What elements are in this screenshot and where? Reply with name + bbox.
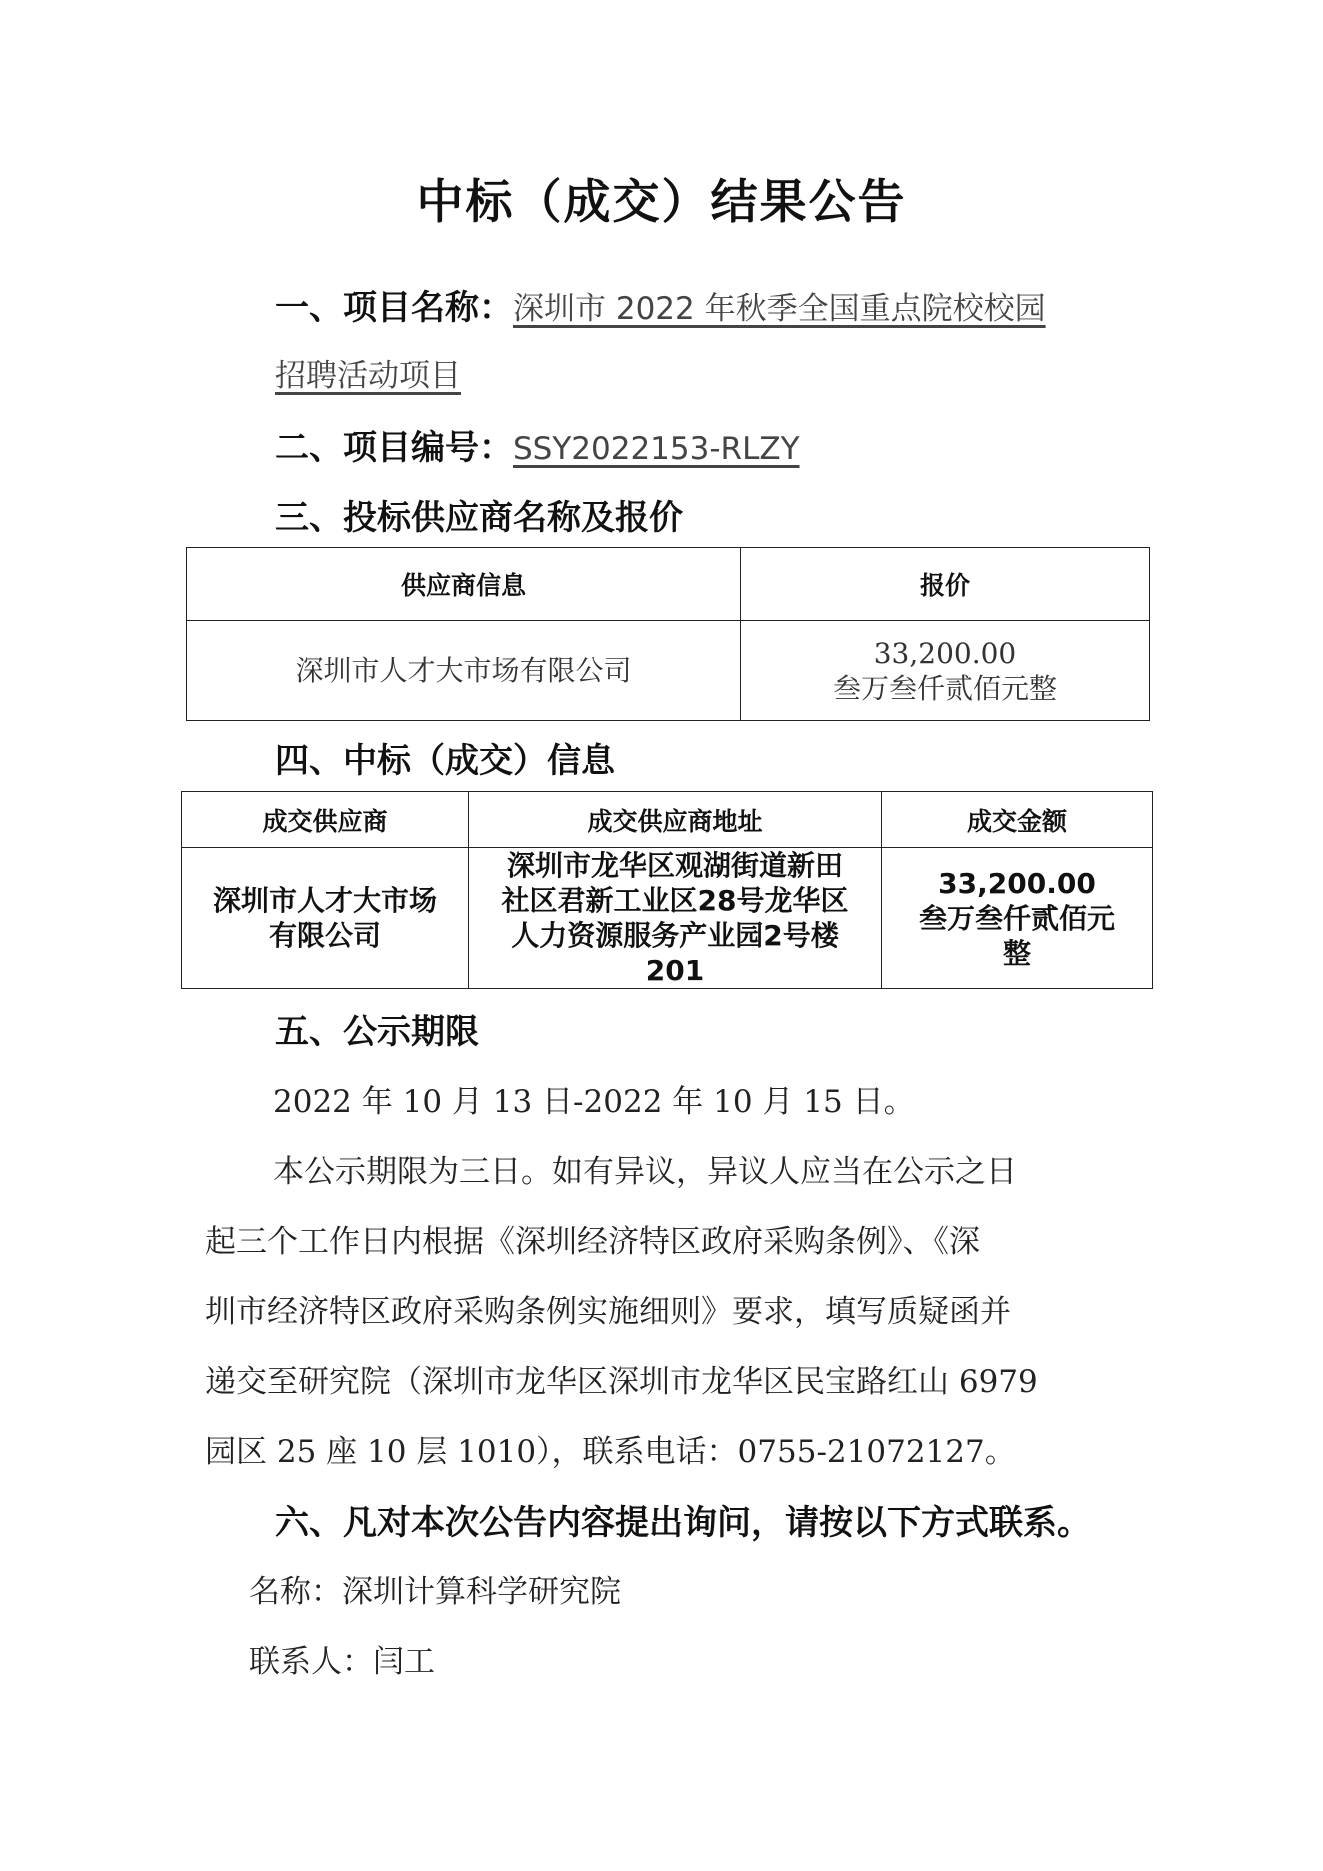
contact-person: 联系人：闫工 [249, 1644, 435, 1680]
amount-in-words: 整 [1002, 936, 1031, 970]
section-bidders: 三、投标供应商名称及报价 [275, 498, 683, 538]
bidders-table [186, 547, 1150, 721]
section-label: 二、项目编号： [275, 428, 513, 468]
table-row [187, 621, 1150, 721]
cell-supplier: 深圳市人才大市场有限公司 [187, 621, 741, 721]
table-row [182, 848, 1153, 989]
notice-paragraph-line: 园区 25 座 10 层 1010），联系电话：0755-21072127。 [205, 1434, 1016, 1470]
table-header-row [182, 792, 1153, 848]
winning-table [181, 791, 1153, 989]
price-in-words: 叁万叁仟贰佰元整 [832, 671, 1057, 705]
table-header-row [187, 548, 1150, 621]
section-winning-info: 四、中标（成交）信息 [275, 741, 615, 781]
address-line: 人力资源服务产业园2号楼 [511, 919, 839, 952]
section-project-name [275, 280, 1046, 329]
section-contact: 六、凡对本次公告内容提出询问，请按以下方式联系。 [275, 1503, 1091, 1543]
project-name-continuation [275, 350, 461, 395]
cell-winning-supplier [182, 848, 469, 989]
cell-supplier-address [469, 848, 882, 989]
project-name-value: 深圳市 2022 年秋季全国重点院校校园 [513, 291, 1046, 327]
supplier-line: 有限公司 [268, 919, 381, 952]
cell-amount [882, 848, 1153, 989]
header-supplier-address: 成交供应商地址 [469, 792, 882, 848]
section-label: 一、项目名称： [275, 288, 513, 328]
notice-paragraph-line: 圳市经济特区政府采购条例实施细则》要求，填写质疑函并 [205, 1294, 1011, 1330]
header-winning-supplier: 成交供应商 [182, 792, 469, 848]
notice-paragraph-line: 递交至研究院（深圳市龙华区深圳市龙华区民宝路红山 6979 [205, 1364, 1038, 1400]
price-number: 33,200.00 [873, 636, 1017, 670]
header-price: 报价 [741, 548, 1150, 621]
supplier-line: 深圳市人才大市场 [212, 884, 437, 917]
section-publicity-period: 五、公示期限 [275, 1012, 479, 1052]
address-line: 201 [645, 954, 705, 987]
amount-number: 33,200.00 [938, 866, 1096, 900]
amount-in-words: 叁万叁仟贰佰元 [918, 901, 1115, 935]
address-line: 深圳市龙华区观湖街道新田 [506, 849, 843, 882]
section-project-number [275, 420, 800, 469]
contact-organization: 名称：深圳计算科学研究院 [249, 1574, 621, 1610]
project-name-value-line2: 招聘活动项目 [275, 358, 461, 394]
period-text: 2022 年 10 月 13 日-2022 年 10 月 15 日。 [273, 1084, 915, 1120]
address-line: 社区君新工业区28号龙华区 [501, 884, 849, 917]
cell-price [741, 621, 1150, 721]
header-amount: 成交金额 [882, 792, 1153, 848]
notice-paragraph-line: 本公示期限为三日。如有异议，异议人应当在公示之日 [273, 1154, 1017, 1190]
page-title: 中标（成交）结果公告 [416, 175, 907, 230]
header-supplier-info: 供应商信息 [187, 548, 741, 621]
notice-paragraph-line: 起三个工作日内根据《深圳经济特区政府采购条例》、《深 [205, 1224, 980, 1260]
project-number-value: SSY2022153-RLZY [513, 431, 800, 467]
